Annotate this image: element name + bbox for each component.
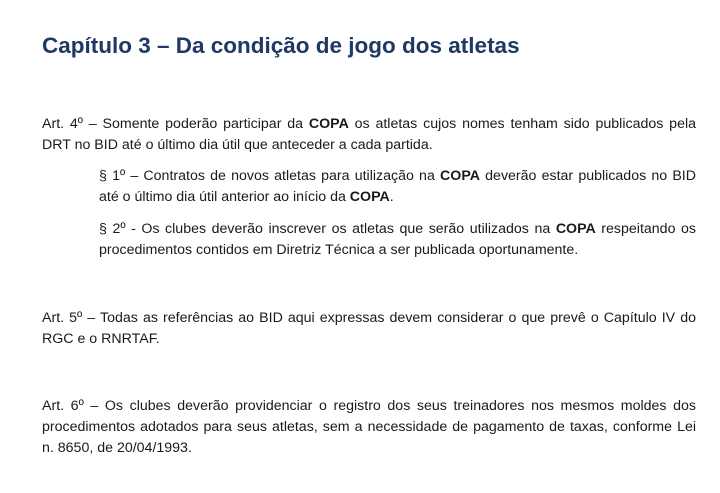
- paragraph-2-text-cont: respeitando os procedimentos contidos em Diretriz Técnica a ser publicada oportunamente.: [99, 221, 696, 258]
- paragraph-1-text-end: .: [389, 189, 394, 205]
- paragraph-2-text: § 2º - Os clubes deverão inscrever os atletas que serão utilizados na: [99, 221, 556, 237]
- copa-bold: COPA: [349, 189, 390, 205]
- paragraph-1: [99, 166, 696, 208]
- paragraph-1-text-mid: deverão estar publicados no BID até o último dia útil anterior ao início da: [99, 168, 696, 205]
- article-4: [42, 114, 696, 156]
- article-6: Art. 6º – Os clubes deverão providenciar o registro dos seus treinadores nos mesmos moldes dos procedimentos adotados para seus atletas, sem a necessidade de pagamento de taxas, conforme Lei n. 8650, de 20/04/1993.: [42, 398, 696, 456]
- copa-bold: COPA: [555, 221, 596, 237]
- article-4-text: Art. 4º – Somente poderão participar da: [42, 116, 309, 132]
- paragraph-1-text: § 1º – Contratos de novos atletas para utilização na: [99, 168, 441, 184]
- article-4-text-cont: os atletas cujos nomes tenham sido publicados pela DRT no BID até o último dia útil que anteceder a cada partida.: [42, 116, 696, 153]
- copa-bold: COPA: [440, 168, 480, 184]
- article-5: Art. 5º – Todas as referências ao BID aqui expressas devem considerar o que prevê o Capítulo IV do RGC e o RNRTAF.: [42, 310, 696, 347]
- paragraph-2: [99, 219, 696, 261]
- copa-bold: COPA: [308, 116, 349, 132]
- chapter-title: Capítulo 3 – Da condição de jogo dos atletas: [42, 33, 520, 58]
